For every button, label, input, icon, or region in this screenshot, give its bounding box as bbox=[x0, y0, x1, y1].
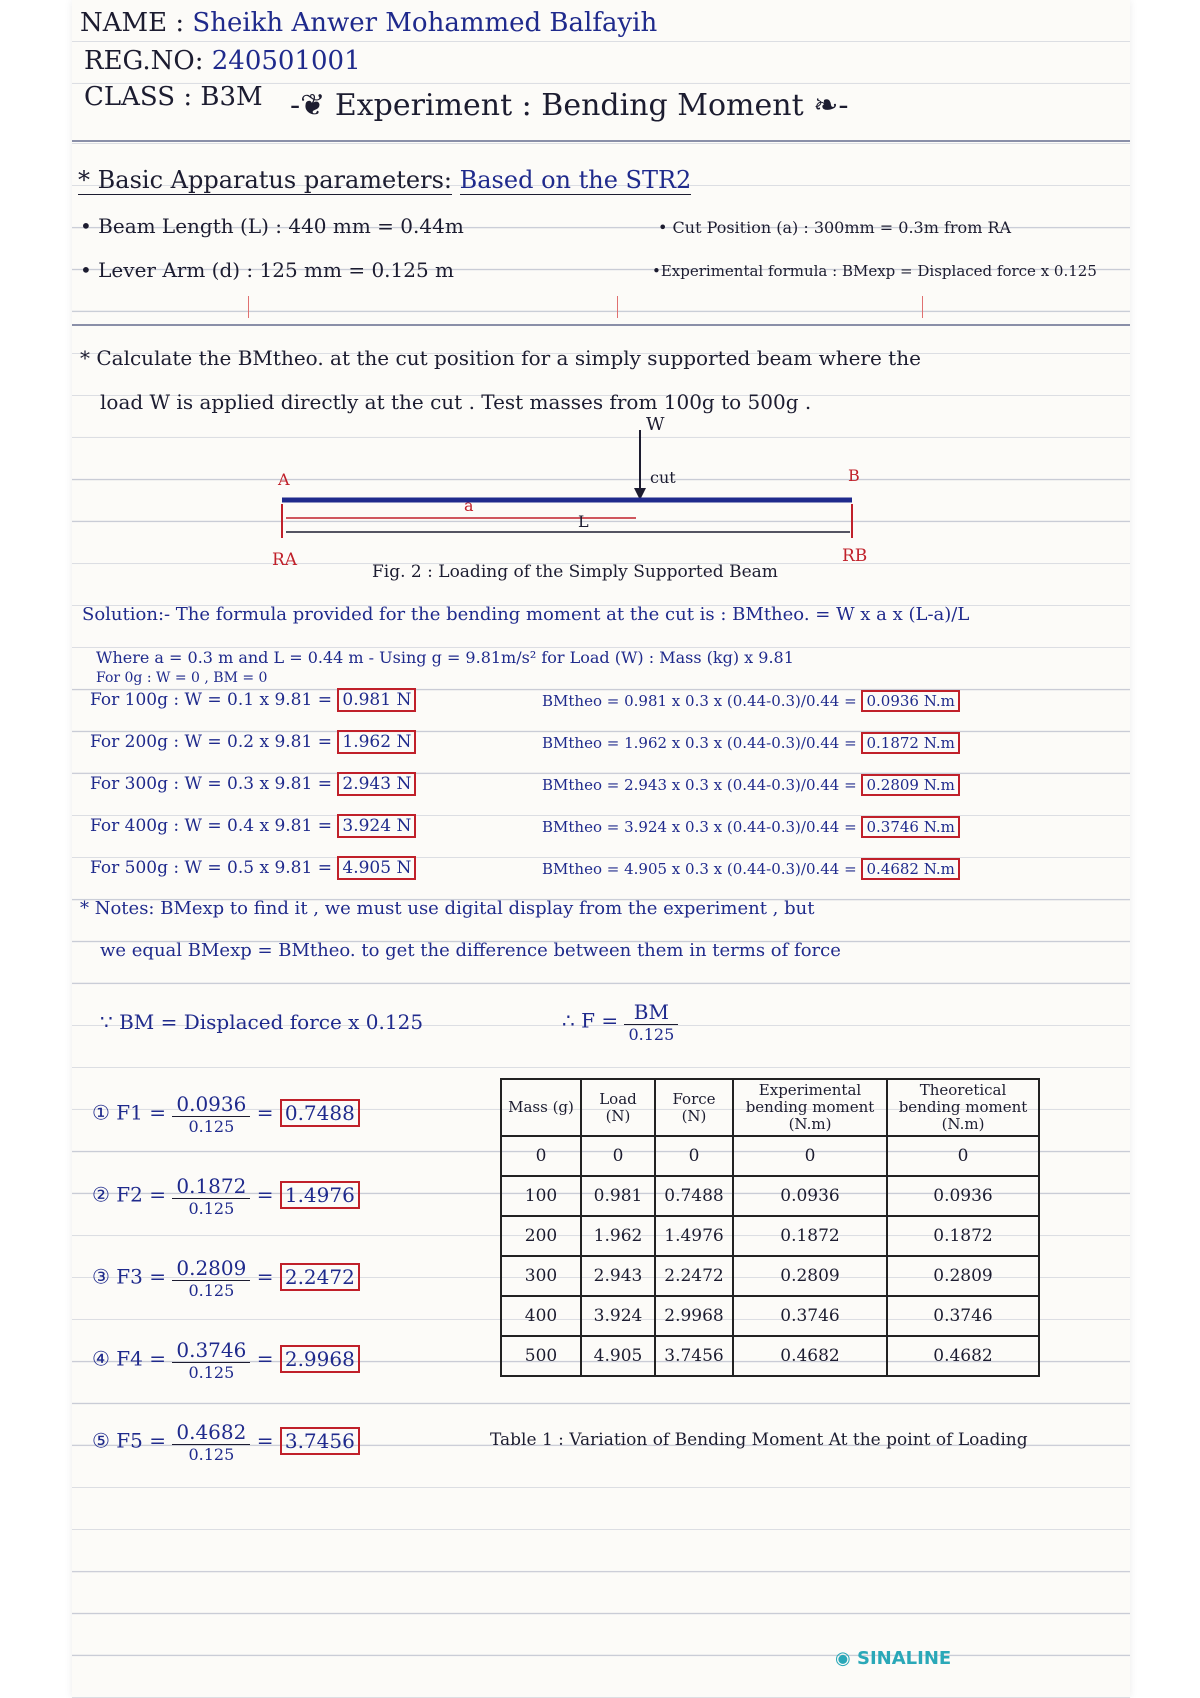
logo-text: SINALINE bbox=[857, 1648, 952, 1669]
cell-load: 3.924 bbox=[581, 1296, 655, 1336]
red-mark-3 bbox=[922, 296, 923, 318]
cell-load: 4.905 bbox=[581, 1336, 655, 1376]
row-w-value: 1.962 N bbox=[337, 730, 416, 754]
row-w-expr: W = 0.3 x 9.81 = bbox=[184, 774, 332, 794]
section-divider-1 bbox=[72, 324, 1130, 326]
row-w-value: 0.981 N bbox=[337, 688, 416, 712]
figure-label-cut: cut bbox=[650, 468, 676, 487]
force-label: ⑤ F5 = bbox=[92, 1428, 167, 1453]
class-label: CLASS : bbox=[84, 82, 193, 112]
force-formula-num: BM bbox=[624, 1000, 678, 1025]
row-w-expr: W = 0.4 x 9.81 = bbox=[184, 816, 332, 836]
row-w-value: 3.924 N bbox=[337, 814, 416, 838]
table-row bbox=[501, 1216, 1039, 1256]
force-fraction bbox=[172, 1174, 250, 1218]
cell-mass: 300 bbox=[501, 1256, 581, 1296]
notebook-page bbox=[72, 0, 1130, 1698]
cell-force: 2.9968 bbox=[655, 1296, 733, 1336]
cell-load: 0.981 bbox=[581, 1176, 655, 1216]
header-experimental-bm: Experimental bending moment (N.m) bbox=[733, 1079, 887, 1136]
figure-caption: Fig. 2 : Loading of the Simply Supported Beam bbox=[372, 562, 778, 582]
table-row bbox=[501, 1136, 1039, 1176]
row-bm-expr: BMtheo = 3.924 x 0.3 x (0.44-0.3)/0.44 = bbox=[542, 818, 857, 836]
row-bm-expr: BMtheo = 2.943 x 0.3 x (0.44-0.3)/0.44 = bbox=[542, 776, 857, 794]
force-den: 0.125 bbox=[188, 1445, 235, 1464]
force-value: 3.7456 bbox=[280, 1427, 360, 1455]
header-load: Load (N) bbox=[581, 1079, 655, 1136]
cell-force: 0.7488 bbox=[655, 1176, 733, 1216]
beam-length: • Beam Length (L) : 440 mm = 0.44m bbox=[80, 214, 464, 238]
cell-load: 0 bbox=[581, 1136, 655, 1176]
solution-bm-500 bbox=[542, 860, 960, 878]
cell-mass: 200 bbox=[501, 1216, 581, 1256]
cell-force: 1.4976 bbox=[655, 1216, 733, 1256]
name-line bbox=[80, 8, 657, 38]
solution-row-400 bbox=[90, 816, 416, 836]
row-label: For 500g : bbox=[90, 858, 180, 878]
cell-load: 2.943 bbox=[581, 1256, 655, 1296]
force-fraction bbox=[172, 1092, 250, 1136]
row-bm-value: 0.1872 N.m bbox=[861, 732, 959, 754]
row-label: For 400g : bbox=[90, 816, 180, 836]
figure-label-rb: RB bbox=[842, 546, 868, 566]
figure-label-w: W bbox=[646, 414, 665, 435]
results-table bbox=[500, 1078, 1040, 1377]
cell-theoretical-bm: 0.4682 bbox=[887, 1336, 1039, 1376]
row-bm-expr: BMtheo = 0.981 x 0.3 x (0.44-0.3)/0.44 = bbox=[542, 692, 857, 710]
header-force: Force (N) bbox=[655, 1079, 733, 1136]
reg-line bbox=[84, 46, 361, 76]
cell-force: 0 bbox=[655, 1136, 733, 1176]
force-calc-5: ⑤ F5 = $\frac{0.4682}{0.125}$ = 3.7456 bbox=[92, 1420, 360, 1464]
reg-label: REG.NO: bbox=[84, 46, 204, 76]
row-bm-expr: BMtheo = 1.962 x 0.3 x (0.44-0.3)/0.44 = bbox=[542, 734, 857, 752]
force-den: 0.125 bbox=[188, 1199, 235, 1218]
row-w-expr: W = 0.2 x 9.81 = bbox=[184, 732, 332, 752]
table-row bbox=[501, 1296, 1039, 1336]
based-on-text: Based on the STR2 bbox=[459, 166, 692, 194]
cell-load: 1.962 bbox=[581, 1216, 655, 1256]
note-formula-left: ∵ BM = Displaced force x 0.125 bbox=[100, 1010, 424, 1034]
cell-experimental-bm: 0.1872 bbox=[733, 1216, 887, 1256]
solution-bm-200 bbox=[542, 734, 960, 752]
force-calc-3: ③ F3 = $\frac{0.2809}{0.125}$ = 2.2472 bbox=[92, 1256, 360, 1300]
force-num: 0.4682 bbox=[172, 1420, 250, 1445]
force-value: 2.2472 bbox=[280, 1263, 360, 1291]
task-line-1: * Calculate the BMtheo. at the cut position for a simply supported beam where the bbox=[80, 346, 921, 370]
class-line bbox=[84, 82, 263, 112]
force-den: 0.125 bbox=[188, 1117, 235, 1136]
logo-icon: ◉ bbox=[835, 1648, 851, 1669]
force-formula-den: 0.125 bbox=[628, 1025, 675, 1044]
table-row bbox=[501, 1256, 1039, 1296]
cell-experimental-bm: 0.4682 bbox=[733, 1336, 887, 1376]
header-theoretical-bm: Theoretical bending moment (N.m) bbox=[887, 1079, 1039, 1136]
force-value: 0.7488 bbox=[280, 1099, 360, 1127]
cell-experimental-bm: 0 bbox=[733, 1136, 887, 1176]
force-value: 2.9968 bbox=[280, 1345, 360, 1373]
scanner-logo bbox=[835, 1648, 951, 1669]
force-num: 0.2809 bbox=[172, 1256, 250, 1281]
figure-label-b-point: B bbox=[848, 466, 860, 485]
row-w-expr: W = 0.1 x 9.81 = bbox=[184, 690, 332, 710]
force-formula-fraction bbox=[624, 1000, 678, 1044]
force-label: ① F1 = bbox=[92, 1100, 167, 1125]
cell-theoretical-bm: 0.1872 bbox=[887, 1216, 1039, 1256]
table-row bbox=[501, 1176, 1039, 1216]
force-calc-1: ① F1 = $\frac{0.0936}{0.125}$ = 0.7488 bbox=[92, 1092, 360, 1136]
row-label: For 300g : bbox=[90, 774, 180, 794]
row-bm-expr: BMtheo = 4.905 x 0.3 x (0.44-0.3)/0.44 = bbox=[542, 860, 857, 878]
header-mass: Mass (g) bbox=[501, 1079, 581, 1136]
force-den: 0.125 bbox=[188, 1281, 235, 1300]
cell-experimental-bm: 0.3746 bbox=[733, 1296, 887, 1336]
table-caption: Table 1 : Variation of Bending Moment At the point of Loading bbox=[490, 1430, 1028, 1450]
figure-label-ra: RA bbox=[272, 550, 298, 570]
cell-mass: 0 bbox=[501, 1136, 581, 1176]
cell-mass: 400 bbox=[501, 1296, 581, 1336]
force-num: 0.3746 bbox=[172, 1338, 250, 1363]
figure-label-a-dim: a bbox=[464, 496, 474, 515]
cut-position: • Cut Position (a) : 300mm = 0.3m from RA bbox=[658, 218, 1012, 237]
force-fraction bbox=[172, 1256, 250, 1300]
force-calc-2: ② F2 = $\frac{0.1872}{0.125}$ = 1.4976 bbox=[92, 1174, 360, 1218]
solution-row-500 bbox=[90, 858, 416, 878]
force-label: ④ F4 = bbox=[92, 1346, 167, 1371]
row-label: For 200g : bbox=[90, 732, 180, 752]
solution-row-300 bbox=[90, 774, 416, 794]
row-w-value: 4.905 N bbox=[337, 856, 416, 880]
solution-where: Where a = 0.3 m and L = 0.44 m - Using g = 9.81m/s² for Load (W) : Mass (kg) x 9.81 bbox=[96, 648, 794, 667]
row-bm-value: 0.2809 N.m bbox=[861, 774, 959, 796]
solution-row-200 bbox=[90, 732, 416, 752]
note-line-2: we equal BMexp = BMtheo. to get the difference between them in terms of force bbox=[100, 940, 841, 961]
cell-theoretical-bm: 0.3746 bbox=[887, 1296, 1039, 1336]
cell-theoretical-bm: 0.2809 bbox=[887, 1256, 1039, 1296]
force-formula-lhs: ∴ F = bbox=[562, 1008, 619, 1033]
cell-force: 2.2472 bbox=[655, 1256, 733, 1296]
cell-theoretical-bm: 0.0936 bbox=[887, 1176, 1039, 1216]
table-row bbox=[501, 1336, 1039, 1376]
note-formula-right bbox=[562, 1000, 678, 1044]
cell-experimental-bm: 0.0936 bbox=[733, 1176, 887, 1216]
header-divider bbox=[72, 140, 1130, 142]
cell-force: 3.7456 bbox=[655, 1336, 733, 1376]
force-value: 1.4976 bbox=[280, 1181, 360, 1209]
solution-bm-100 bbox=[542, 692, 960, 710]
task-line-2: load W is applied directly at the cut . Test masses from 100g to 500g . bbox=[100, 390, 812, 414]
name-value: Sheikh Anwer Mohammed Balfayih bbox=[192, 8, 658, 38]
force-label: ② F2 = bbox=[92, 1182, 167, 1207]
cell-theoretical-bm: 0 bbox=[887, 1136, 1039, 1176]
reg-value: 240501001 bbox=[211, 46, 361, 76]
row-w-expr: W = 0.5 x 9.81 = bbox=[184, 858, 332, 878]
solution-intro: Solution:- The formula provided for the bending moment at the cut is : BMtheo. = W x a x (L-a)/L bbox=[82, 604, 970, 625]
flourish-right-icon: ❧- bbox=[813, 88, 849, 123]
solution-for-zero: For 0g : W = 0 , BM = 0 bbox=[96, 670, 268, 686]
cell-mass: 500 bbox=[501, 1336, 581, 1376]
cell-mass: 100 bbox=[501, 1176, 581, 1216]
solution-row-100 bbox=[90, 690, 416, 710]
row-bm-value: 0.3746 N.m bbox=[861, 816, 959, 838]
lever-arm: • Lever Arm (d) : 125 mm = 0.125 m bbox=[80, 258, 455, 282]
experiment-title bbox=[290, 88, 848, 123]
solution-bm-400 bbox=[542, 818, 960, 836]
table-header-row bbox=[501, 1079, 1039, 1136]
note-line-1: * Notes: BMexp to find it , we must use digital display from the experiment , but bbox=[80, 898, 815, 919]
row-bm-value: 0.4682 N.m bbox=[861, 858, 959, 880]
class-value: B3M bbox=[200, 82, 263, 112]
experimental-formula: •Experimental formula : BMexp = Displaced force x 0.125 bbox=[652, 262, 1097, 280]
force-calc-4: ④ F4 = $\frac{0.3746}{0.125}$ = 2.9968 bbox=[92, 1338, 360, 1382]
red-mark-1 bbox=[248, 296, 249, 318]
force-num: 0.1872 bbox=[172, 1174, 250, 1199]
title-text: Experiment : Bending Moment bbox=[334, 88, 804, 123]
force-fraction bbox=[172, 1338, 250, 1382]
force-fraction bbox=[172, 1420, 250, 1464]
apparatus-heading bbox=[78, 166, 691, 194]
force-label: ③ F3 = bbox=[92, 1264, 167, 1289]
apparatus-heading-text: * Basic Apparatus parameters: bbox=[78, 166, 452, 194]
row-bm-value: 0.0936 N.m bbox=[861, 690, 959, 712]
solution-bm-300 bbox=[542, 776, 960, 794]
force-num: 0.0936 bbox=[172, 1092, 250, 1117]
flourish-left-icon: -❦ bbox=[290, 88, 326, 123]
row-label: For 100g : bbox=[90, 690, 180, 710]
red-mark-2 bbox=[617, 296, 618, 318]
force-den: 0.125 bbox=[188, 1363, 235, 1382]
name-label: NAME : bbox=[80, 8, 185, 38]
figure-label-l-dim: L bbox=[578, 512, 589, 531]
cell-experimental-bm: 0.2809 bbox=[733, 1256, 887, 1296]
row-w-value: 2.943 N bbox=[337, 772, 416, 796]
figure-label-a-point: A bbox=[278, 470, 290, 489]
